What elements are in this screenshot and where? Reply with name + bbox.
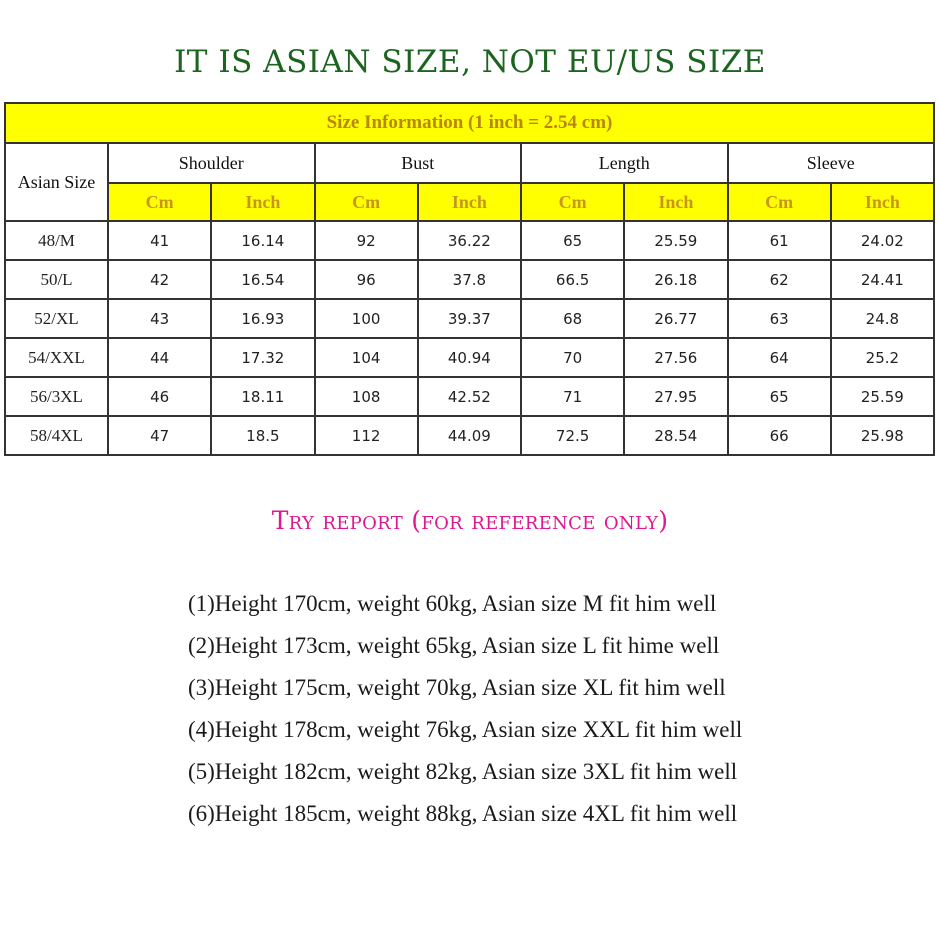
table-cell: 108	[315, 377, 418, 416]
table-cell: 92	[315, 221, 418, 260]
table-row	[5, 299, 934, 338]
report-line: (5)Height 182cm, weight 82kg, Asian size 3XL fit him well	[188, 759, 738, 784]
table-cell: 46	[108, 377, 211, 416]
table-cell: 26.77	[624, 299, 727, 338]
table-cell: 25.59	[624, 221, 727, 260]
table-cell: 66.5	[521, 260, 624, 299]
table-cell: 104	[315, 338, 418, 377]
asian-size-header: Asian Size	[5, 143, 108, 221]
table-cell: 43	[108, 299, 211, 338]
table-cell: 71	[521, 377, 624, 416]
table-cell: 25.59	[831, 377, 934, 416]
report-line: (2)Height 173cm, weight 65kg, Asian size L fit hime well	[188, 633, 720, 658]
unit-cm: Cm	[521, 183, 624, 221]
length-header: Length	[521, 143, 728, 183]
table-cell: 17.32	[211, 338, 314, 377]
table-cell: 42	[108, 260, 211, 299]
table-cell: 66	[728, 416, 831, 455]
report-line: (4)Height 178cm, weight 76kg, Asian size XXL fit him well	[188, 717, 743, 742]
table-cell: 64	[728, 338, 831, 377]
table-cell: 100	[315, 299, 418, 338]
table-cell: 40.94	[418, 338, 521, 377]
table-cell: 44.09	[418, 416, 521, 455]
table-cell: 36.22	[418, 221, 521, 260]
try-report-list	[188, 583, 742, 835]
unit-cm: Cm	[728, 183, 831, 221]
table-cell: 63	[728, 299, 831, 338]
unit-cm: Cm	[315, 183, 418, 221]
table-cell: 62	[728, 260, 831, 299]
table-cell: 16.93	[211, 299, 314, 338]
table-cell: 44	[108, 338, 211, 377]
size-cell: 50/L	[5, 260, 108, 299]
table-cell: 18.11	[211, 377, 314, 416]
table-cell: 70	[521, 338, 624, 377]
table-row	[5, 416, 934, 455]
measurement-group-row	[5, 143, 934, 183]
table-cell: 28.54	[624, 416, 727, 455]
table-cell: 47	[108, 416, 211, 455]
page-title: IT IS ASIAN SIZE, NOT EU/US SIZE	[174, 44, 766, 80]
table-cell: 16.54	[211, 260, 314, 299]
unit-inch: Inch	[418, 183, 521, 221]
size-cell: 52/XL	[5, 299, 108, 338]
bust-header: Bust	[315, 143, 522, 183]
table-cell: 18.5	[211, 416, 314, 455]
report-line: (6)Height 185cm, weight 88kg, Asian size 4XL fit him well	[188, 801, 738, 826]
size-cell: 54/XXL	[5, 338, 108, 377]
table-cell: 24.41	[831, 260, 934, 299]
unit-cm: Cm	[108, 183, 211, 221]
table-cell: 39.37	[418, 299, 521, 338]
table-cell: 24.8	[831, 299, 934, 338]
size-table	[4, 102, 935, 456]
unit-inch: Inch	[211, 183, 314, 221]
table-cell: 41	[108, 221, 211, 260]
table-cell: 42.52	[418, 377, 521, 416]
size-info-row	[5, 103, 934, 143]
table-cell: 65	[521, 221, 624, 260]
unit-row	[5, 183, 934, 221]
size-cell: 56/3XL	[5, 377, 108, 416]
table-cell: 26.18	[624, 260, 727, 299]
table-cell: 112	[315, 416, 418, 455]
table-row	[5, 338, 934, 377]
table-row	[5, 260, 934, 299]
table-cell: 25.2	[831, 338, 934, 377]
table-cell: 96	[315, 260, 418, 299]
report-line: (3)Height 175cm, weight 70kg, Asian size XL fit him well	[188, 675, 726, 700]
size-info-header: Size Information (1 inch = 2.54 cm)	[5, 103, 934, 143]
table-cell: 72.5	[521, 416, 624, 455]
report-line: (1)Height 170cm, weight 60kg, Asian size M fit him well	[188, 591, 717, 616]
table-cell: 61	[728, 221, 831, 260]
table-cell: 37.8	[418, 260, 521, 299]
table-cell: 27.95	[624, 377, 727, 416]
table-cell: 65	[728, 377, 831, 416]
unit-inch: Inch	[831, 183, 934, 221]
table-cell: 27.56	[624, 338, 727, 377]
unit-inch: Inch	[624, 183, 727, 221]
table-cell: 24.02	[831, 221, 934, 260]
table-row	[5, 377, 934, 416]
table-cell: 68	[521, 299, 624, 338]
size-cell: 58/4XL	[5, 416, 108, 455]
table-row	[5, 221, 934, 260]
shoulder-header: Shoulder	[108, 143, 315, 183]
try-report-title: Try report (for reference only)	[271, 506, 669, 535]
table-cell: 16.14	[211, 221, 314, 260]
sleeve-header: Sleeve	[728, 143, 935, 183]
table-cell: 25.98	[831, 416, 934, 455]
size-cell: 48/M	[5, 221, 108, 260]
